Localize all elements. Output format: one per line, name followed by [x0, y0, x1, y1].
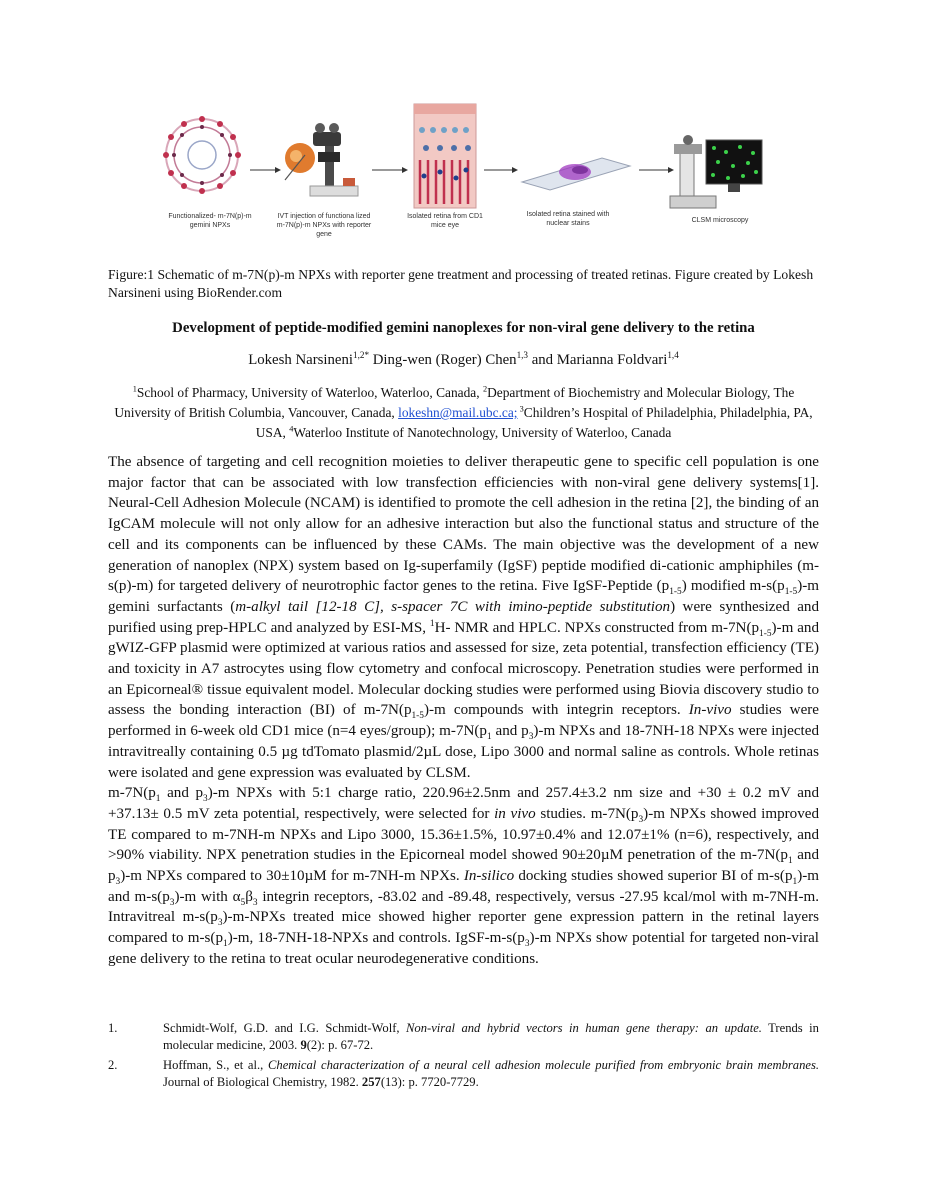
- schematic-figure: [150, 100, 780, 250]
- figure-caption: Figure:1 Schematic of m-7N(p)-m NPXs with reporter gene treatment and processing of treated retinas. Figure created by Lokesh Narsineni using BioRender.com: [108, 267, 814, 300]
- retina-illustration: [414, 104, 476, 208]
- author-affiliation-mark: 1,3: [516, 350, 529, 361]
- author-affiliation-mark: 1,2*: [353, 350, 370, 361]
- author-affiliation-mark: 1,4: [667, 350, 679, 361]
- figure-label-retina: Isolated retina from CD1 mice eye: [407, 213, 483, 229]
- reference-number: 1.: [108, 1021, 118, 1035]
- author-name: Lokesh Narsineni: [248, 352, 353, 368]
- affiliation-text: Waterloo Institute of Nanotechnology, University of Waterloo, Canada: [293, 425, 672, 440]
- reference-number: 2.: [108, 1058, 118, 1072]
- reference-item: 1. Schmidt-Wolf, G.D. and I.G. Schmidt-Wolf, Non-viral and hybrid vectors in human gene therapy: an update. Trends in molecular medicine, 2003. 9(2): p. 67-72.: [108, 1021, 819, 1052]
- affiliation-text: Department of Biochemistry and Molecular Biology, The University of British Columbia, Vancouver, Canada,: [114, 385, 795, 420]
- abstract-paragraph: $m-7N(p_1$ and $p_3)-m$ NPXs with 5:1 charge ratio, 220.96±2.5nm and 257.4±3.2 nm size and +30 ± 0.2 mV and +37.13± 0.5 mV zeta potential, respectively, were selected for in vivo studies. $m-7N(p_3)-m$ NPXs showed improved TE compared to m-7NH-m NPXs and Lipo 3000, 15.36±1.5%, 10.97±0.4% and 12.07±1% (n=6), respectively, and >90% viability. NPX penetration studies in the Epicorneal model showed 90±20µM penetration of the $m-7N(p_1$ and $p_3)-m$ NPXs compared to 30±10µM for m-7NH-m NPXs. In-silico docking studies showed superior BI of $m-s(p_1)-m$ and $m-s(p_3)-m$ with $\alpha_5\beta_3$ integrin receptors, -83.02 and -89.48, respectively, versus -27.95 kcal/mol with m-7NH-m. Intravitreal $m-s(p_3)-m$-NPXs treated mice showed higher reporter gene expression pattern in the retinal layers compared to $m-s(p_1)-m$, 18-7NH-18-NPXs and controls. IgSF-$m-s(p_3)-m$ NPXs show potential for targeted non-viral gene delivery to the retina to treat ocular neurodegenerative conditions.: [108, 785, 819, 967]
- reference-list: [108, 1020, 819, 1094]
- paper-title: Development of peptide-modified gemini nanoplexes for non-viral gene delivery to the retina: [172, 320, 755, 336]
- injection-microscope-illustration: [285, 123, 358, 196]
- affiliations: [108, 383, 819, 443]
- abstract-paragraph: The absence of targeting and cell recognition moieties to deliver therapeutic gene to specific cell population is one major factor that can be associated with low transfection efficiencies with non-viral gene delivery systems[1]. Neural-Cell Adhesion Molecule (NCAM) is identified to promote the cell adhesion in the retina [2], the binding of an IgCAM molecule will not only allow for an adhesive interaction but also the functional status and structure of the cell and its components can be influenced by these CAMs. The main objective was the development of a new generation of nanoplex (NPX) system based on Ig-superfamily (IgSF) peptide modified di-cationic amphiphiles (m-s(p)-m) for targeted delivery of neurotrophic factor genes to the retina. Five IgSF-Peptide $(p_{1-5})$ modified $m-s(p_{1-5})-m$ gemini surfactants (m-alkyl tail [12-18 C], s-spacer 7C with imino-peptide substitution) were synthesized and purified using prep-HPLC and analyzed by ESI-MS, $^1$H- NMR and HPLC. NPXs constructed from $m-7N(p_{1-5})-m$ and gWIZ-GFP plasmid were optimized at various ratios and assessed for size, zeta potential, transfection efficiency (TE) and toxicity in A7 astrocytes using flow cytometry and confocal microscopy. Penetration studies were performed in an Epicorneal® tissue equivalent model. Molecular docking studies were performed using Biovia discovery studio to assess the bonding interaction (BI) of $m-7N(p_{1-5})-m$ compounds with integrin receptors. In-vivo studies were performed in 6-week old CD1 mice (n=4 eyes/group); $m-7N(p_1$ and $p_3)-m$ NPXs and 18-7NH-18 NPXs were injected intravitreally containing 0.5 µg tdTomato plasmid/2µL dose, Lipo 3000 and normal saline as controls. Whole retinas were isolated and gene expression was evaluated by CLSM.: [108, 454, 819, 781]
- author-name: Ding-wen (Roger) Chen: [369, 352, 517, 368]
- abstract: [108, 452, 819, 970]
- stained-slide-illustration: [522, 158, 630, 190]
- figure-label-clsm: CLSM microscopy: [691, 217, 749, 224]
- author-name: and Marianna Foldvari: [528, 352, 668, 368]
- author-list: [60, 350, 867, 370]
- affiliation-mark: 4: [289, 424, 294, 434]
- confocal-microscope-illustration: [670, 135, 762, 208]
- reference-item: 2. Hoffman, S., et al., Chemical characterization of a neural cell adhesion molecule purified from embryonic brain membranes. Journal of Biological Chemistry, 1982. 257(13): p. 7720-7729.: [108, 1058, 819, 1089]
- figure-label-injection: IVT injection of functiona lized m-7N(p)-m NPXs with reporter gene: [276, 213, 372, 238]
- figure-label-slide: Isolated retina stained with nuclear stains: [526, 211, 610, 227]
- nanoplex-illustration: [163, 116, 241, 194]
- affiliation-mark: 3: [517, 404, 524, 414]
- affiliation-text: School of Pharmacy, University of Waterloo, Waterloo, Canada,: [136, 385, 483, 400]
- email-link[interactable]: lokeshn@mail.ubc.ca;: [398, 405, 518, 420]
- affiliation-mark: 2: [482, 384, 488, 394]
- figure-label-nanoplex: Functionalized- m-7N(p)-m gemini NPXs: [168, 213, 252, 229]
- affiliation-text: Children’s Hospital of Philadelphia, Philadelphia, PA, USA,: [255, 405, 813, 440]
- affiliation-mark: 1: [132, 384, 137, 394]
